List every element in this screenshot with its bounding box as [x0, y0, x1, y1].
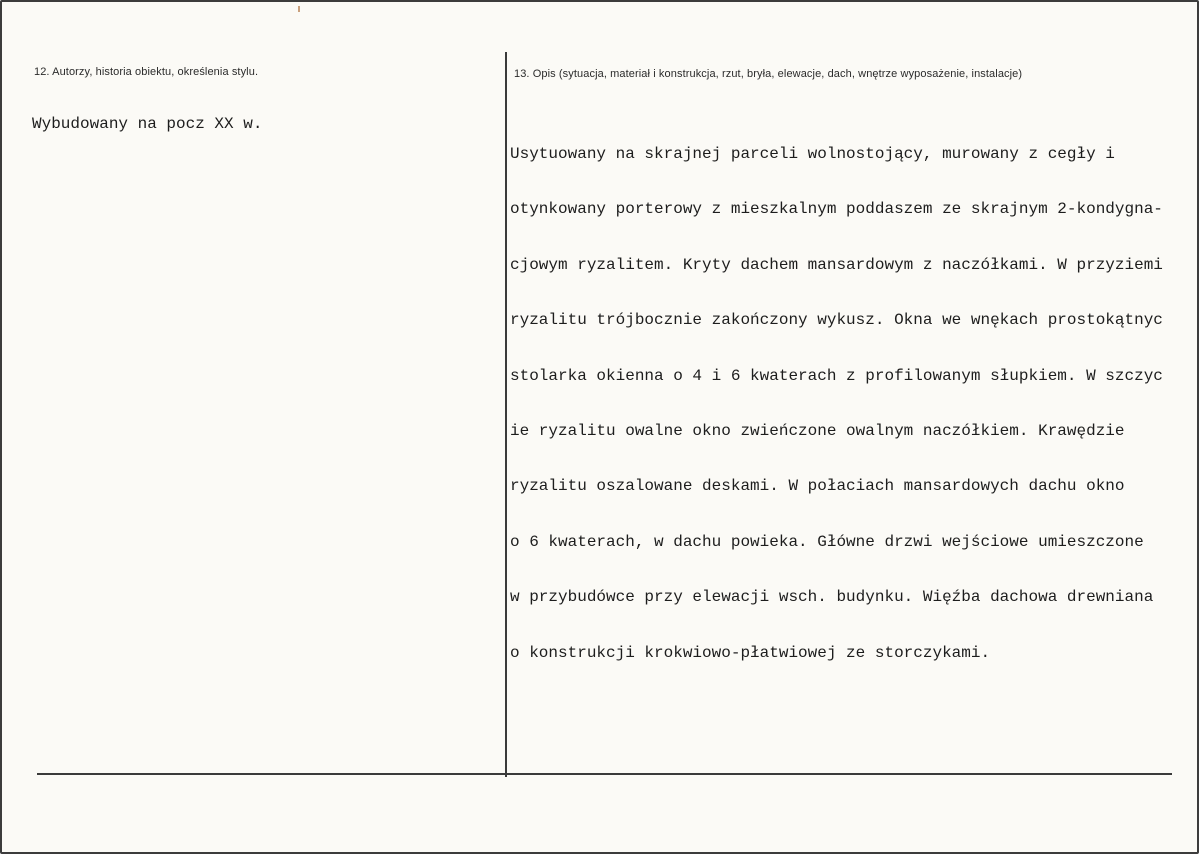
- description-heading: 13. Opis (sytuacja, materiał i konstrukcja, rzut, bryła, elewacje, dach, wnętrze wyposażenie, instalacje): [514, 68, 1023, 80]
- authors-history-style-heading: 12. Autorzy, historia obiektu, określenia stylu.: [34, 66, 259, 78]
- description-line: o 6 kwaterach, w dachu powieka. Główne drzwi wejściowe umieszczone: [510, 532, 1144, 551]
- ink-speck: [298, 6, 300, 12]
- description-line: ryzalitu oszalowane deskami. W połaciach mansardowych dachu okno: [510, 477, 1125, 496]
- description-line: cjowym ryzalitem. Kryty dachem mansardowym z naczółkami. W przyziemi: [510, 255, 1163, 274]
- description-line: ryzalitu trójbocznie zakończony wykusz. Okna we wnękach prostokątnyc: [510, 311, 1163, 330]
- description-line: otynkowany porterowy z mieszkalnym poddaszem ze skrajnym 2-kondygna-: [510, 200, 1163, 219]
- column-divider: [505, 52, 507, 777]
- description-line: Usytuowany na skrajnej parceli wolnostojący, murowany z cegły i: [510, 145, 1115, 163]
- description-line: ie ryzalitu owalne okno zwieńczone owalnym naczółkiem. Krawędzie: [510, 421, 1125, 440]
- description-line: stolarka okienna o 4 i 6 kwaterach z profilowanym słupkiem. W szczyc: [510, 366, 1163, 385]
- description-line: w przybudówce przy elewacji wsch. budynku. Więźba dachowa drewniana: [510, 588, 1154, 607]
- history-text: Wybudowany na pocz XX w.: [32, 115, 263, 133]
- description-line: o konstrukcji krokwiowo-płatwiowej ze storczykami.: [510, 643, 991, 662]
- bottom-rule: [37, 773, 1172, 775]
- description-text: [510, 109, 1196, 699]
